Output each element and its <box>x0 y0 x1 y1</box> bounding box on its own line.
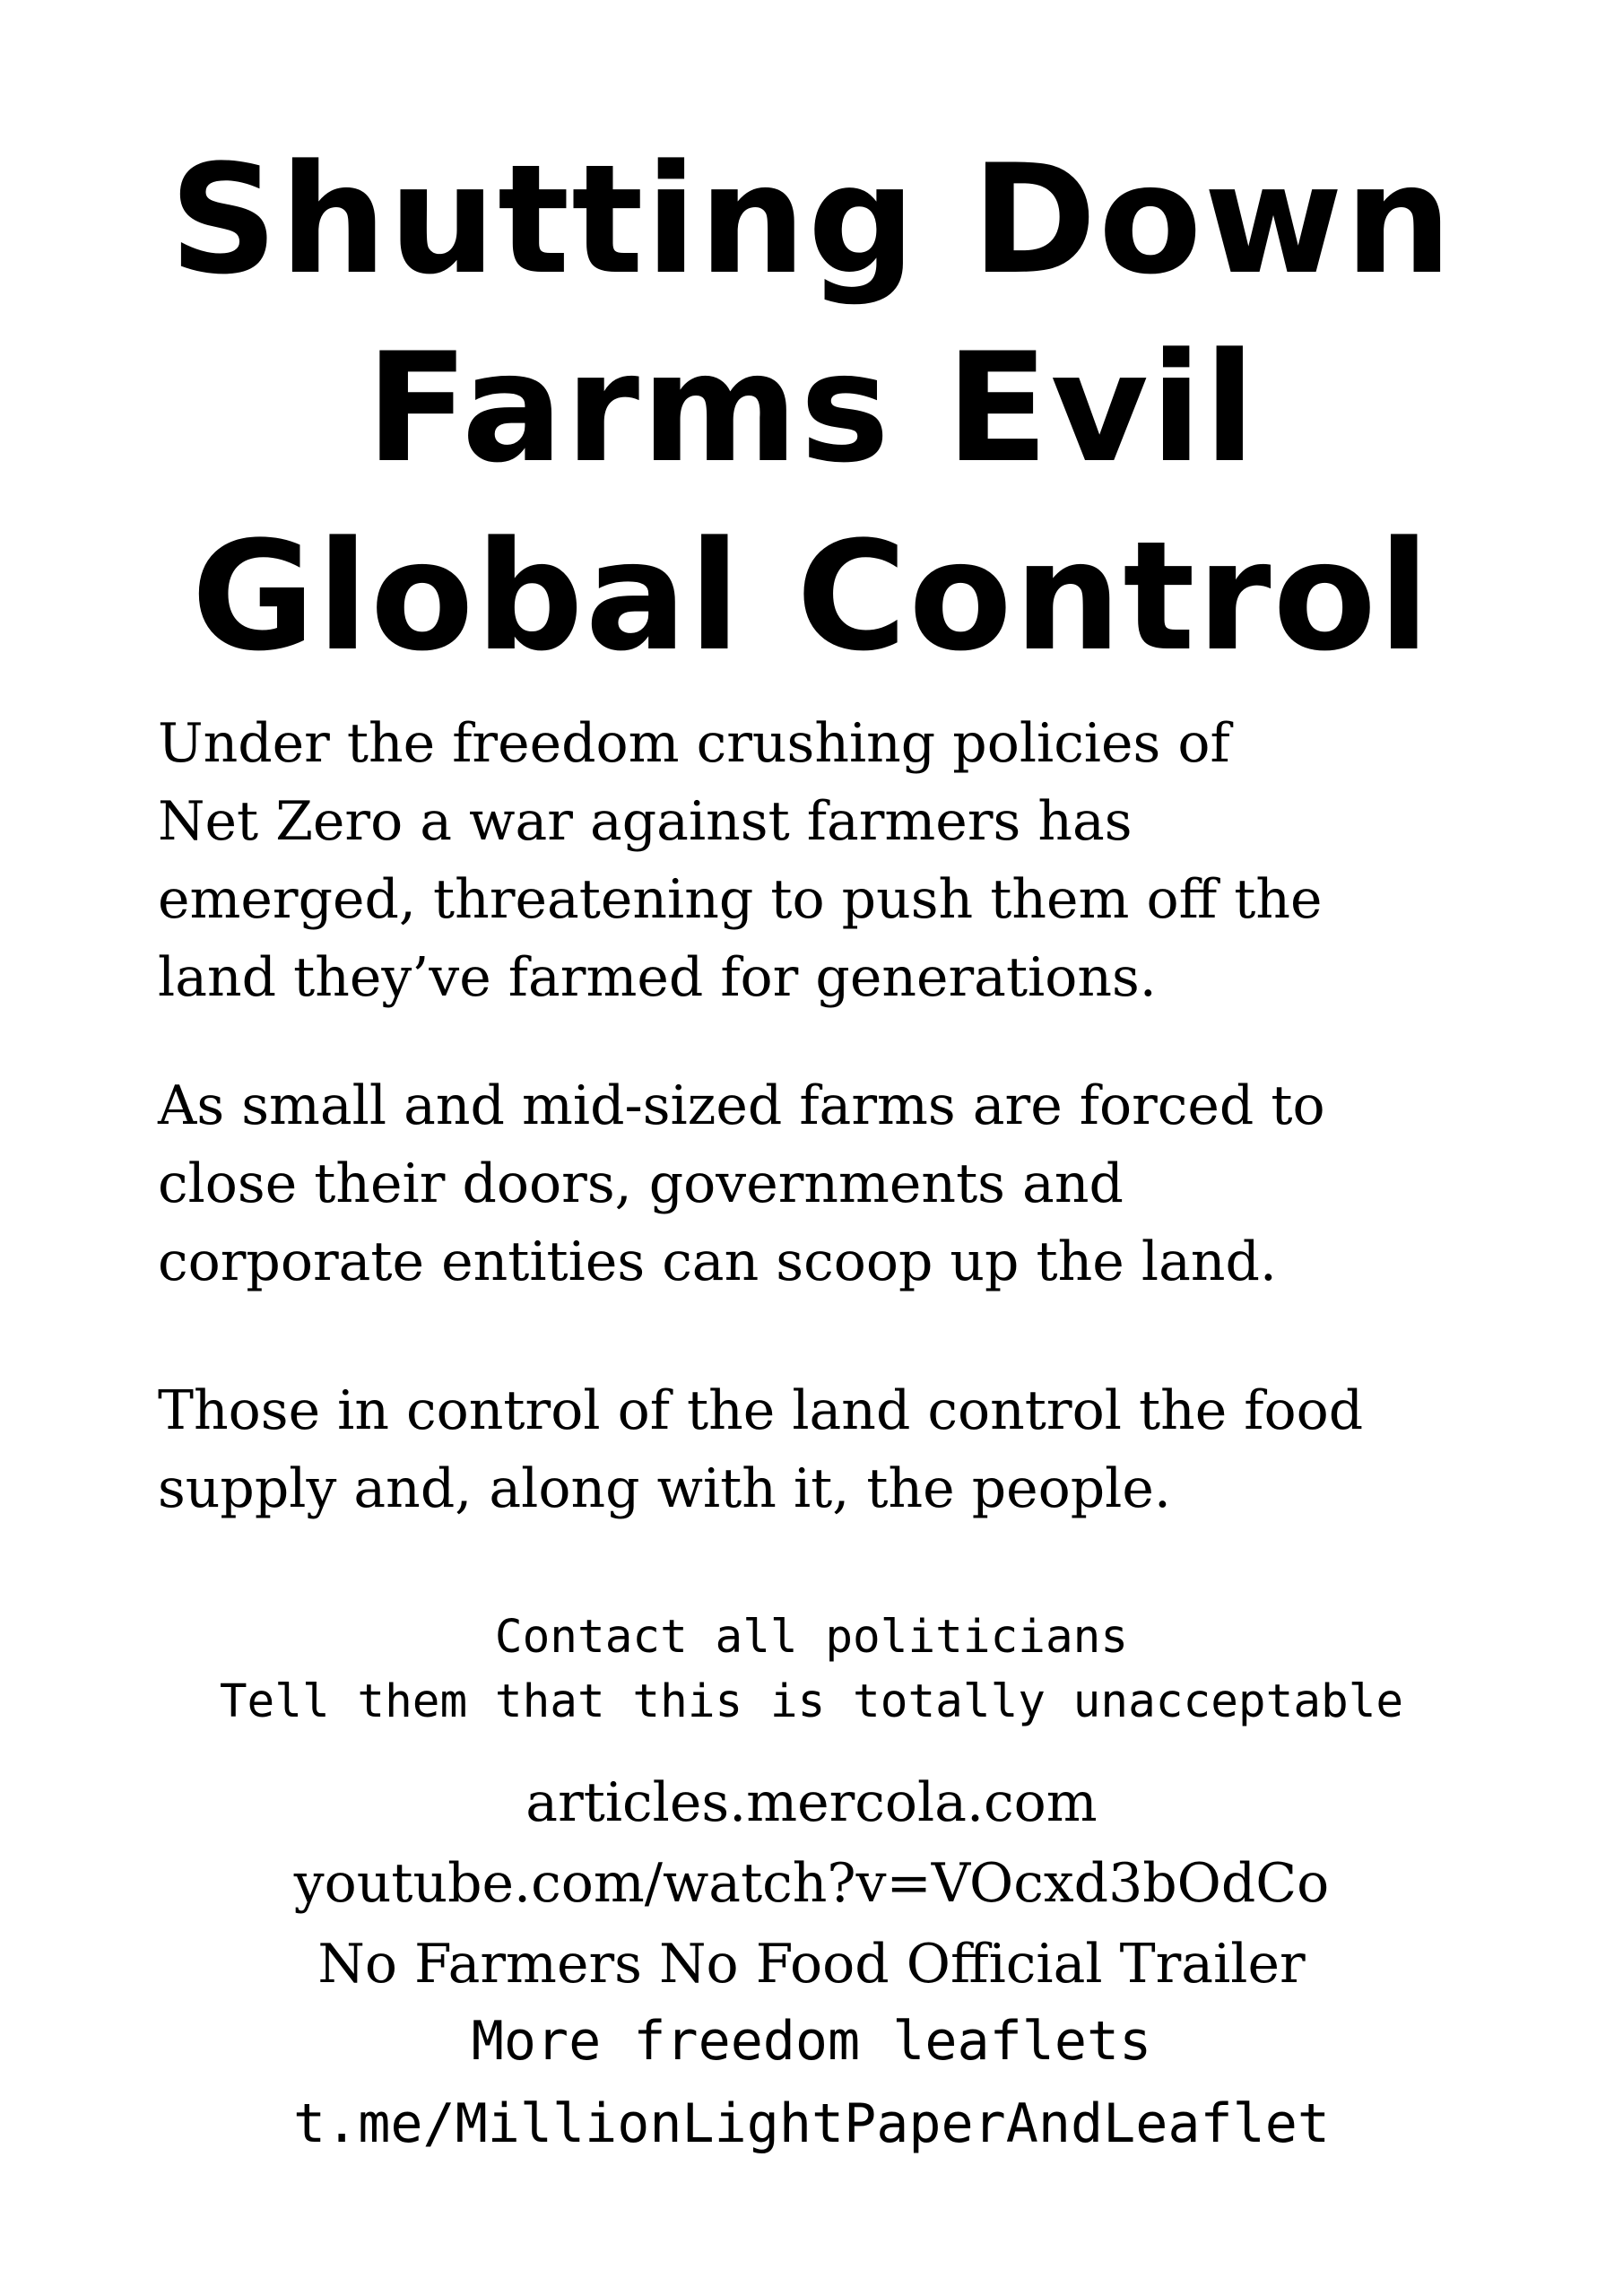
more-leaflets-label: More freedom leaflets <box>471 2010 1152 2073</box>
cta-line-2: Tell them that this is totally unacceptable <box>219 1675 1404 1728</box>
paragraph-line: Under the freedom crushing policies of <box>158 712 1230 775</box>
title-line-2: Farms Evil <box>365 320 1258 496</box>
paragraph-food-supply <box>158 1372 1557 1528</box>
more-leaflets-link: t.me/MillionLightPaperAndLeaflet <box>293 2092 1330 2155</box>
paragraph-farms-closing <box>158 1067 1557 1301</box>
paragraph-net-zero <box>158 705 1557 1017</box>
source-video-title: No Farmers No Food Official Trailer <box>317 1933 1306 1996</box>
paragraph-line: close their doors, governments and <box>158 1152 1124 1215</box>
sources-block <box>90 1762 1533 2005</box>
paragraph-line: corporate entities can scoop up the land. <box>158 1231 1277 1293</box>
title-line-1: Shutting Down <box>169 132 1454 308</box>
paragraph-line: land they’ve farmed for generations. <box>158 946 1157 1009</box>
source-video-link: youtube.com/watch?v=VOcxd3bOdCo <box>293 1852 1330 1915</box>
cta-line-1: Contact all politicians <box>494 1611 1129 1664</box>
title-line-3: Global Control <box>191 509 1432 684</box>
paragraph-line: supply and, along with it, the people. <box>158 1457 1171 1520</box>
paragraph-line: Net Zero a war against farmers has <box>158 790 1133 853</box>
call-to-action <box>90 1605 1533 1735</box>
paragraph-line: emerged, threatening to push them off the <box>158 868 1323 931</box>
leaflet-title <box>90 126 1533 691</box>
paragraph-line: Those in control of the land control the food <box>158 1379 1364 1442</box>
paragraph-line: As small and mid-sized farms are forced to <box>158 1074 1325 1137</box>
more-leaflets-block <box>90 2000 1533 2165</box>
source-website: articles.mercola.com <box>525 1771 1098 1834</box>
